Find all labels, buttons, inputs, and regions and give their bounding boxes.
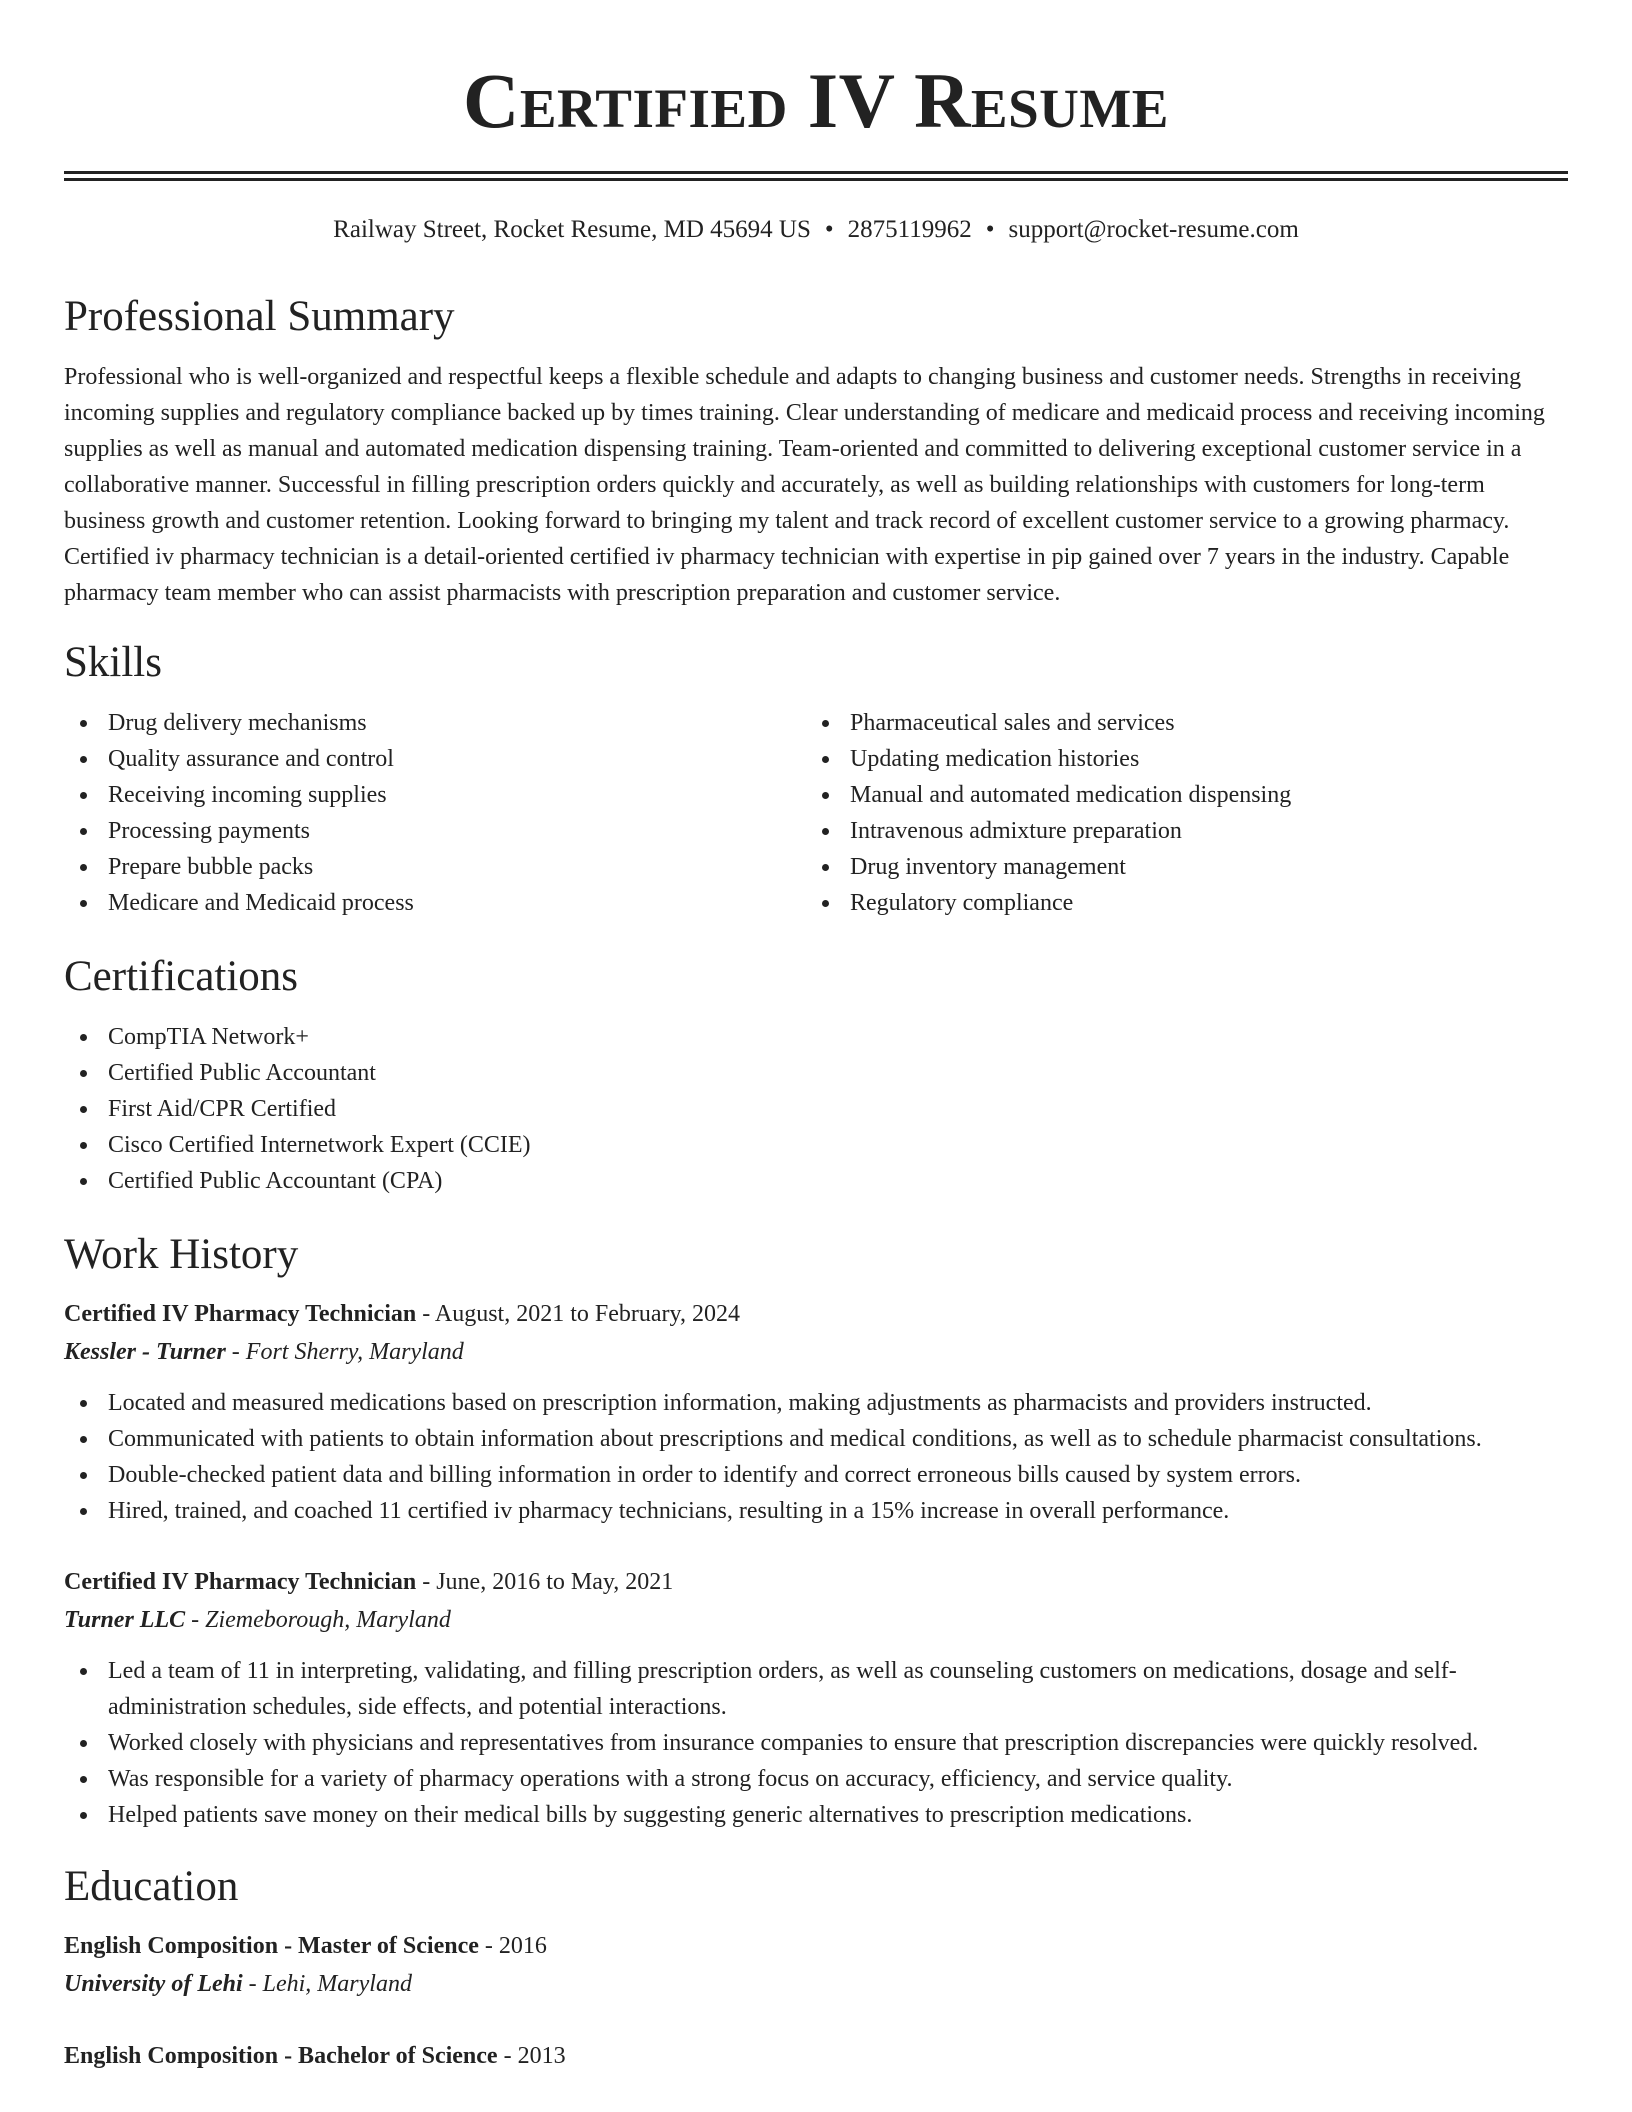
skills-columns	[64, 705, 1568, 921]
job-bullet: Hired, trained, and coached 11 certified iv pharmacy technicians, resulting in a 15% increase in overall performance.	[64, 1493, 1568, 1529]
contact-email: support@rocket-resume.com	[1008, 216, 1299, 243]
skill-item: Updating medication histories	[806, 741, 1548, 777]
education-degree: English Composition - Bachelor of Science	[64, 2043, 498, 2069]
skill-item: Drug delivery mechanisms	[64, 705, 806, 741]
job-company-line	[64, 1601, 1568, 1639]
certification-item: CompTIA Network+	[64, 1019, 1568, 1055]
education-heading: Education	[64, 1863, 239, 1910]
work-history-heading: Work History	[64, 1231, 299, 1278]
contact-line	[64, 214, 1568, 246]
job-entry	[64, 1563, 1568, 1833]
summary-text: Professional who is well-organized and respectful keeps a flexible schedule and adapts to changing business and customer needs. Strengths in receiving incoming supplies and regulatory compliance backed up by times training. Clear understanding of medicare and medicaid process and receiving incoming supplies as well as manual and automated medication dispensing training. Team-oriented and committed to delivering exceptional customer service in a collaborative manner. Successful in filling prescription orders quickly and accurately, as well as building relationships with customers for long-term business growth and customer retention. Looking forward to bringing my talent and track record of excellent customer service to a growing pharmacy. Certified iv pharmacy technician is a detail-oriented certified iv pharmacy technician with expertise in pip gained over 7 years in the industry. Capable pharmacy team member who can assist pharmacists with prescription preparation and customer service.	[64, 364, 1545, 606]
job-bullet: Helped patients save money on their medical bills by suggesting generic alternatives to prescription medications.	[64, 1797, 1568, 1833]
skill-item: Prepare bubble packs	[64, 849, 806, 885]
skill-item: Quality assurance and control	[64, 741, 806, 777]
skills-heading: Skills	[64, 639, 162, 686]
skill-item: Regulatory compliance	[806, 885, 1548, 921]
skill-item: Receiving incoming supplies	[64, 777, 806, 813]
skill-item: Drug inventory management	[806, 849, 1548, 885]
job-title-line	[64, 1563, 1568, 1601]
job-location: - Fort Sherry, Maryland	[225, 1339, 464, 1365]
education-entry	[64, 2037, 1568, 2075]
education-year: - 2016	[478, 1933, 547, 1959]
certifications-list	[64, 1019, 1568, 1199]
education-year: - 2013	[497, 2043, 566, 2069]
job-title: Certified IV Pharmacy Technician	[64, 1301, 417, 1327]
skill-item: Processing payments	[64, 813, 806, 849]
education-degree: English Composition - Master of Science	[64, 1933, 479, 1959]
contact-phone: 2875119962	[847, 216, 972, 243]
header-double-rule	[64, 171, 1568, 181]
education-entry	[64, 1927, 1568, 2003]
job-bullet: Worked closely with physicians and representatives from insurance companies to ensure that prescription discrepancies were quickly resolved.	[64, 1725, 1568, 1761]
education-degree-line	[64, 1927, 1568, 1965]
certification-item: Certified Public Accountant	[64, 1055, 1568, 1091]
job-dates: - August, 2021 to February, 2024	[416, 1301, 740, 1327]
contact-separator: •	[824, 216, 834, 243]
certifications-heading: Certifications	[64, 953, 299, 1000]
job-company: Kessler - Turner	[64, 1339, 226, 1365]
job-title: Certified IV Pharmacy Technician	[64, 1569, 417, 1595]
job-company-line	[64, 1333, 1568, 1371]
job-bullets	[64, 1653, 1568, 1833]
job-bullet: Led a team of 11 in interpreting, validating, and filling prescription orders, as well as counseling customers on medications, dosage and self-administration schedules, side effects, and potential interactions.	[64, 1653, 1568, 1725]
job-company: Turner LLC	[64, 1607, 186, 1633]
job-title-line	[64, 1295, 1568, 1333]
job-dates: - June, 2016 to May, 2021	[416, 1569, 674, 1595]
resume-name: Certified IV Resume	[463, 57, 1169, 144]
skill-item: Pharmaceutical sales and services	[806, 705, 1548, 741]
job-bullets	[64, 1385, 1568, 1529]
certification-item: First Aid/CPR Certified	[64, 1091, 1568, 1127]
job-bullet: Double-checked patient data and billing information in order to identify and correct erroneous bills caused by system errors.	[64, 1457, 1568, 1493]
job-location: - Ziemeborough, Maryland	[185, 1607, 451, 1633]
contact-separator: •	[985, 216, 995, 243]
job-entry	[64, 1295, 1568, 1529]
certification-item: Certified Public Accountant (CPA)	[64, 1163, 1568, 1199]
education-degree-line	[64, 2037, 1568, 2075]
job-bullet: Communicated with patients to obtain information about prescriptions and medical conditions, as well as to schedule pharmacist consultations.	[64, 1421, 1568, 1457]
skill-item: Medicare and Medicaid process	[64, 885, 806, 921]
skill-item: Intravenous admixture preparation	[806, 813, 1548, 849]
education-school: University of Lehi	[64, 1971, 243, 1997]
skill-item: Manual and automated medication dispensing	[806, 777, 1548, 813]
education-school-line	[64, 1965, 1568, 2003]
summary-heading: Professional Summary	[64, 293, 455, 340]
job-bullet: Was responsible for a variety of pharmacy operations with a strong focus on accuracy, efficiency, and service quality.	[64, 1761, 1568, 1797]
skills-left-list	[64, 705, 806, 921]
job-bullet: Located and measured medications based on prescription information, making adjustments as pharmacists and providers instructed.	[64, 1385, 1568, 1421]
certification-item: Cisco Certified Internetwork Expert (CCIE)	[64, 1127, 1568, 1163]
skills-right-list	[806, 705, 1548, 921]
education-location: - Lehi, Maryland	[242, 1971, 412, 1997]
contact-address: Railway Street, Rocket Resume, MD 45694 US	[333, 216, 811, 243]
